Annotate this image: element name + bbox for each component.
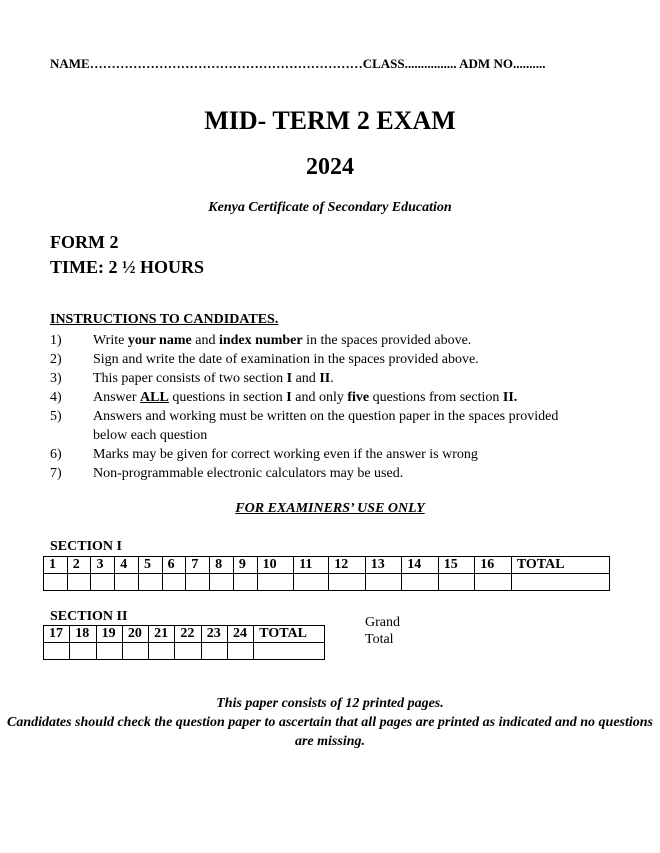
- form-level: FORM 2: [50, 232, 119, 252]
- score-column-header: 21: [149, 626, 175, 643]
- table-score-row: [44, 574, 610, 591]
- score-cell[interactable]: [115, 574, 139, 591]
- score-cell[interactable]: [511, 574, 609, 591]
- score-cell[interactable]: [254, 643, 325, 660]
- score-column-header: 19: [96, 626, 122, 643]
- score-cell[interactable]: [257, 574, 294, 591]
- instructions-list: [50, 331, 590, 483]
- score-column-header: 24: [227, 626, 253, 643]
- grand-total-line-1: Grand: [365, 615, 400, 630]
- instruction-item: [50, 407, 590, 445]
- score-column-header: 7: [186, 557, 210, 574]
- score-cell[interactable]: [91, 574, 115, 591]
- score-cell[interactable]: [138, 574, 162, 591]
- instruction-text: Marks may be given for correct working even if the answer is wrong: [93, 447, 478, 462]
- instruction-item: [50, 331, 590, 350]
- score-cell[interactable]: [122, 643, 148, 660]
- table-score-row: [44, 643, 325, 660]
- score-column-header: 9: [233, 557, 257, 574]
- score-cell[interactable]: [149, 643, 175, 660]
- score-column-header: TOTAL: [511, 557, 609, 574]
- score-cell[interactable]: [175, 643, 201, 660]
- score-column-header: 14: [402, 557, 439, 574]
- score-cell[interactable]: [402, 574, 439, 591]
- section-2-label: SECTION II: [50, 609, 128, 624]
- score-column-header: 1: [44, 557, 68, 574]
- exam-body: Kenya Certificate of Secondary Education: [208, 200, 452, 215]
- table-header-row: [44, 557, 610, 574]
- examiner-heading: FOR EXAMINERS’ USE ONLY: [235, 501, 425, 516]
- score-column-header: 8: [210, 557, 234, 574]
- score-cell[interactable]: [329, 574, 366, 591]
- instruction-item: [50, 369, 590, 388]
- score-column-header: 23: [201, 626, 227, 643]
- score-column-header: 17: [44, 626, 70, 643]
- score-cell[interactable]: [294, 574, 329, 591]
- section-1-score-table: [43, 556, 610, 591]
- instruction-text: Non-programmable electronic calculators may be used.: [93, 466, 404, 481]
- score-column-header: 15: [438, 557, 475, 574]
- exam-duration: TIME: 2 ½ HOURS: [50, 257, 205, 277]
- instruction-text: Answers and working must be written on the question paper in the spaces provided below each question: [93, 409, 559, 443]
- instruction-text: Write your name and index number in the spaces provided above.: [93, 333, 472, 348]
- instruction-number: 3): [50, 371, 62, 386]
- table-header-row: [44, 626, 325, 643]
- section-2-score-table: [43, 625, 325, 660]
- score-column-header: TOTAL: [254, 626, 325, 643]
- score-cell[interactable]: [365, 574, 402, 591]
- instruction-number: 6): [50, 447, 62, 462]
- score-column-header: 18: [70, 626, 96, 643]
- score-cell[interactable]: [162, 574, 186, 591]
- score-column-header: 6: [162, 557, 186, 574]
- exam-title: MID- TERM 2 EXAM: [204, 106, 456, 135]
- instructions-heading: INSTRUCTIONS TO CANDIDATES.: [50, 312, 279, 327]
- score-cell[interactable]: [233, 574, 257, 591]
- instruction-text: Sign and write the date of examination in the spaces provided above.: [93, 352, 479, 367]
- score-cell[interactable]: [67, 574, 91, 591]
- page-count-note: This paper consists of 12 printed pages.: [216, 696, 444, 711]
- instruction-number: 7): [50, 466, 62, 481]
- score-cell[interactable]: [44, 643, 70, 660]
- score-cell[interactable]: [44, 574, 68, 591]
- score-column-header: 16: [475, 557, 512, 574]
- score-cell[interactable]: [438, 574, 475, 591]
- instruction-item: [50, 445, 590, 464]
- exam-year: 2024: [306, 154, 354, 180]
- score-cell[interactable]: [186, 574, 210, 591]
- score-column-header: 20: [122, 626, 148, 643]
- score-cell[interactable]: [70, 643, 96, 660]
- instruction-text: Answer ALL questions in section I and only five questions from section II.: [93, 390, 518, 405]
- instruction-number: 2): [50, 352, 62, 367]
- instruction-number: 4): [50, 390, 62, 405]
- score-column-header: 5: [138, 557, 162, 574]
- check-pages-note: Candidates should check the question paper to ascertain that all pages are printed as indicated and no questions are missing.: [6, 715, 653, 749]
- score-column-header: 13: [365, 557, 402, 574]
- score-cell[interactable]: [210, 574, 234, 591]
- score-cell[interactable]: [96, 643, 122, 660]
- score-column-header: 22: [175, 626, 201, 643]
- grand-total-line-2: Total: [365, 632, 394, 647]
- score-column-header: 3: [91, 557, 115, 574]
- score-cell[interactable]: [201, 643, 227, 660]
- candidate-details-line: NAME………………………………………………………CLASS................ ADM NO..........: [50, 56, 546, 71]
- score-column-header: 10: [257, 557, 294, 574]
- score-column-header: 4: [115, 557, 139, 574]
- instruction-text: This paper consists of two section I and II.: [93, 371, 334, 386]
- score-column-header: 11: [294, 557, 329, 574]
- instruction-number: 1): [50, 333, 62, 348]
- score-cell[interactable]: [227, 643, 253, 660]
- section-1-label: SECTION I: [50, 539, 122, 554]
- score-column-header: 2: [67, 557, 91, 574]
- grand-total-label: [365, 614, 400, 648]
- instruction-number: 5): [50, 409, 62, 424]
- instruction-item: [50, 350, 590, 369]
- instruction-item: [50, 464, 590, 483]
- score-cell[interactable]: [475, 574, 512, 591]
- instruction-item: [50, 388, 590, 407]
- score-column-header: 12: [329, 557, 366, 574]
